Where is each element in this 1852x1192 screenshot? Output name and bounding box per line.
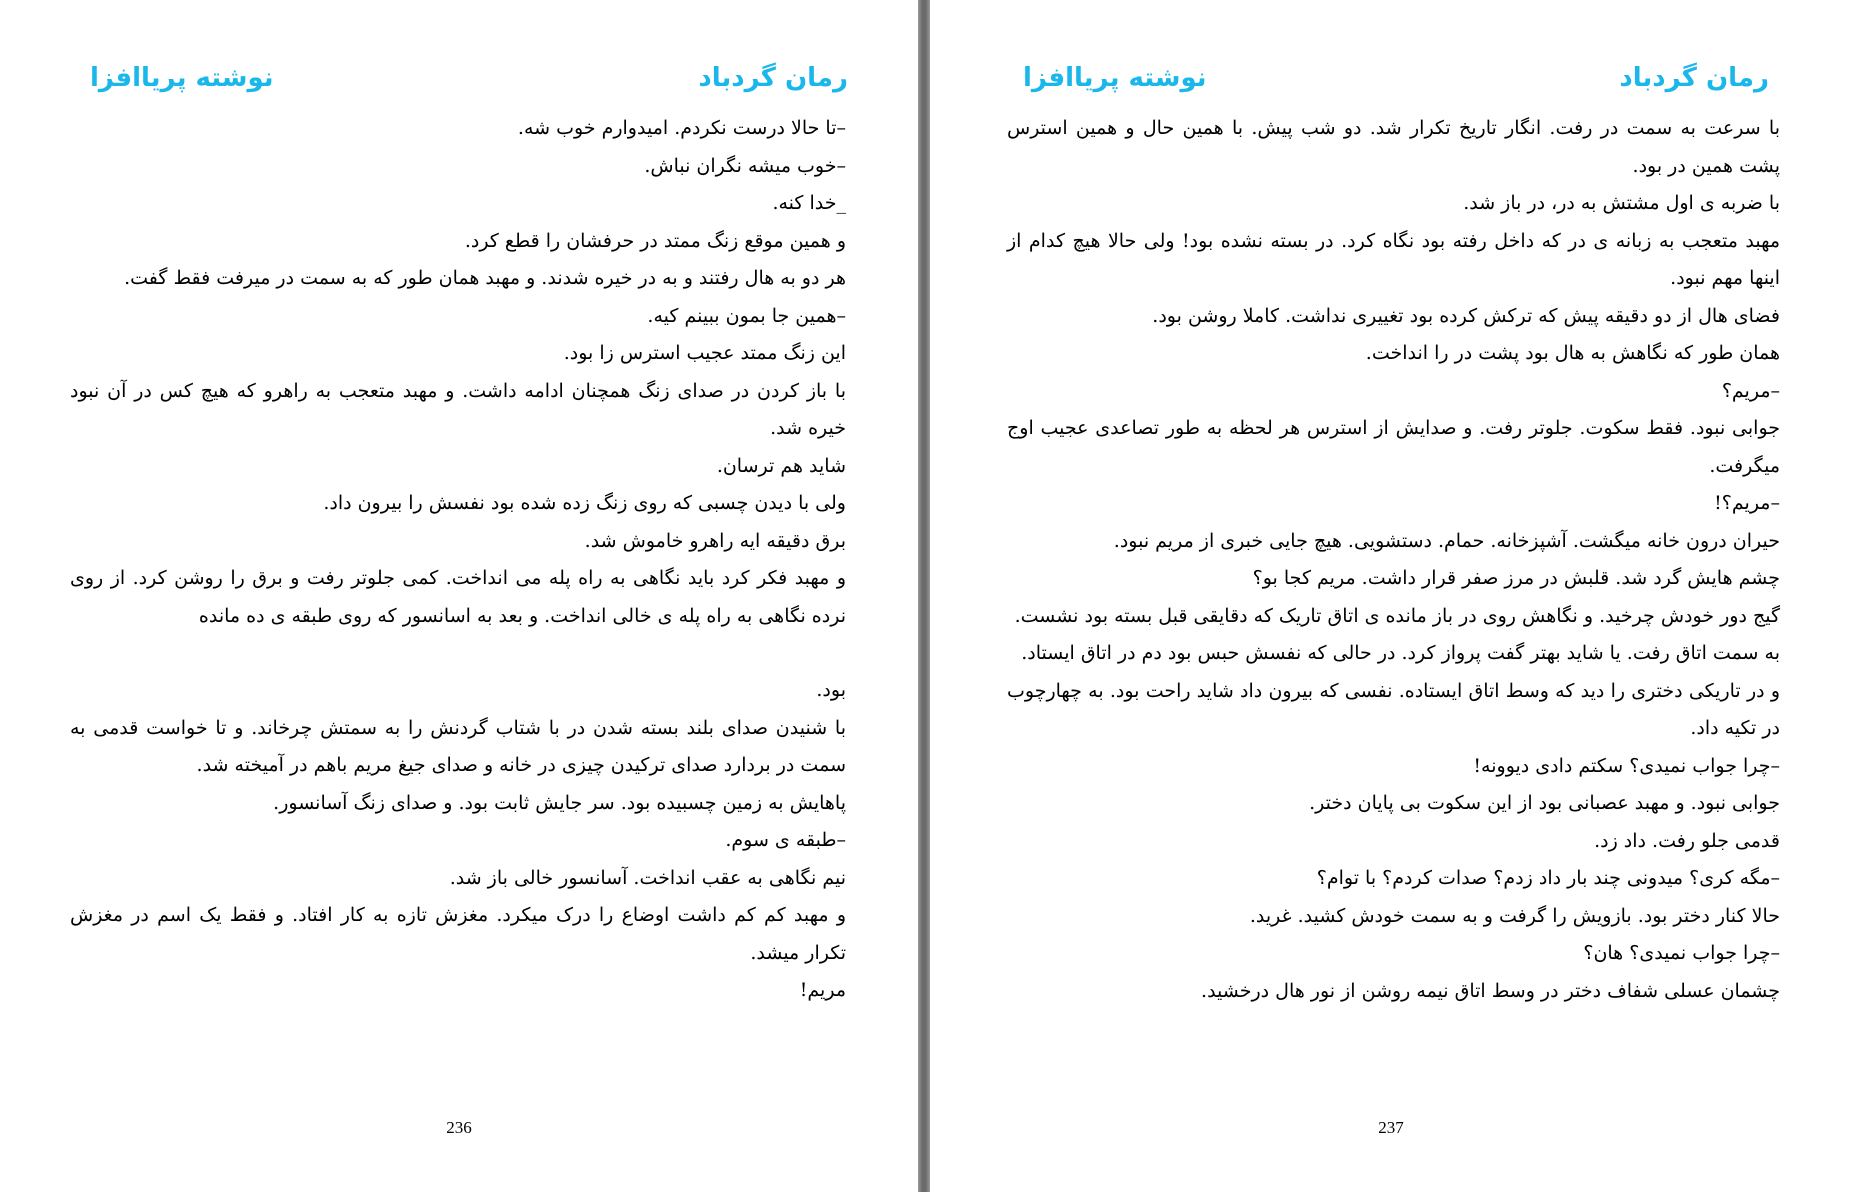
paragraph: –همین جا بمون ببینم کیه. — [647, 304, 846, 327]
paragraph: نیم نگاهی به عقب انداخت. آسانسور خالی باز شد. — [449, 866, 846, 889]
paragraph: به سمت اتاق رفت. یا شاید بهتر گفت پرواز کرد. در حالی که نفسش حبس بود دم در اتاق ایستاد. — [1021, 642, 1780, 664]
paragraph: –چرا جواب نمیدی؟ سکتم دادی دیوونه! — [1473, 754, 1780, 777]
paragraph: حیران درون خانه میگشت. آشپزخانه. حمام. دستشویی. هیچ جایی خبری از مریم نبود. — [1113, 529, 1780, 552]
paragraph: با شنیدن صدای بلند بسته شدن در با شتاب گردنش را به سمتش چرخاند. و تا خواست قدمی به سمت در بردارد صدای ترکیدن چیزی در خانه و صدای جیغ مریم باهم در آمیخته شد. — [70, 716, 846, 776]
paragraph: این زنگ ممتد عجیب استرس زا بود. — [563, 342, 846, 364]
paragraph: –مریم؟! — [1714, 492, 1780, 514]
paragraph: با ضربه ی اول مشتش به در، در باز شد. — [1463, 192, 1780, 214]
paragraph: همان طور که نگاهش به هال بود پشت در را انداخت. — [1365, 342, 1780, 364]
right-page — [930, 0, 1852, 1192]
paragraph: پاهایش به زمین چسبیده بود. سر جایش ثابت بود. و صدای زنگ آسانسور. — [273, 791, 846, 814]
page-header-title: رمان گردباد — [1619, 63, 1769, 93]
paragraph: مهبد متعجب به زبانه ی در که داخل رفته بود نگاه کرد. در بسته نشده بود! ولی حالا هیچ کدام از اینها مهم نبود. — [1007, 229, 1780, 289]
paragraph: برق دقیقه ایه راهرو خاموش شد. — [584, 529, 846, 552]
page-header-author: نوشته پریاافزا — [90, 63, 274, 93]
paragraph: با سرعت به سمت در رفت. انگار تاریخ تکرار شد. دو شب پیش. با همین حال و همین استرس پشت همین در بود. — [1007, 117, 1781, 177]
paragraph: و در تاریکی دختری را دید که وسط اتاق ایستاده. نفسی که بیرون داد شاید راحت بود. به چهارچوب در تکیه داد. — [1007, 679, 1780, 739]
paragraph: جوابی نبود. فقط سکوت. جلوتر رفت. و صدایش از استرس هر لحظه به طور تصاعدی عجیب اوج میگرفت. — [1007, 417, 1780, 477]
paragraph: قدمی جلو رفت. داد زد. — [1594, 829, 1780, 852]
paragraph: هر دو به هال رفتند و به در خیره شدند. و مهبد همان طور که به سمت در میرفت فقط گفت. — [124, 267, 846, 289]
paragraph: و همین موقع زنگ ممتد در حرفشان را قطع کرد. — [464, 229, 846, 252]
page-body-text — [70, 110, 846, 1010]
paragraph: با باز کردن در صدای زنگ همچنان ادامه داشت. و مهبد متعجب به راهرو که هیچ کس در آن نبود خیره شد. — [70, 379, 846, 439]
paragraph: –خوب میشه نگران نباش. — [644, 154, 846, 177]
paragraph: گیج دور خودش چرخید. و نگاهش روی در باز مانده ی اتاق تاریک که دقایقی قبل بسته بود نشست. — [1014, 604, 1780, 627]
page-number: 236 — [446, 1118, 472, 1137]
paragraph: –تا حالا درست نکردم. امیدوارم خوب شه. — [517, 117, 846, 139]
left-page — [0, 0, 918, 1192]
page-header-author: نوشته پریاافزا — [1023, 63, 1207, 93]
paragraph: شاید هم ترسان. — [716, 454, 846, 477]
paragraph: فضای هال از دو دقیقه پیش که ترکش کرده بود تغییری نداشت. کاملا روشن بود. — [1152, 304, 1780, 327]
paragraph: ولی با دیدن چسبی که روی زنگ زده شده بود نفسش را بیرون داد. — [323, 492, 846, 514]
paragraph: –طبقه ی سوم. — [725, 829, 846, 851]
paragraph: چشم هایش گرد شد. قلبش در مرز صفر قرار داشت. مریم کجا بو؟ — [1252, 567, 1780, 589]
page-header-title: رمان گردباد — [698, 63, 848, 93]
paragraph: –چرا جواب نمیدی؟ هان؟ — [1583, 942, 1780, 964]
paragraph: –مریم؟ — [1721, 379, 1780, 402]
book-gutter — [918, 0, 930, 1192]
paragraph: بود. — [816, 679, 846, 701]
paragraph: جوابی نبود. و مهبد عصبانی بود از این سکوت بی پایان دختر. — [1309, 792, 1780, 814]
paragraph: چشمان عسلی شفاف دختر در وسط اتاق نیمه روشن از نور هال درخشید. — [1201, 979, 1780, 1002]
paragraph: مریم! — [799, 979, 846, 1001]
paragraph-gap — [70, 635, 846, 672]
paragraph: –مگه کری؟ میدونی چند بار داد زدم؟ صدات کردم؟ با توام؟ — [1316, 867, 1780, 889]
paragraph: _خدا کنه. — [772, 192, 846, 214]
paragraph: حالا کنار دختر بود. بازویش را گرفت و به سمت خودش کشید. غرید. — [1249, 904, 1780, 927]
paragraph: و مهبد فکر کرد باید نگاهی به راه پله می انداخت. کمی جلوتر رفت و برق را روشن کرد. از روی نرده نگاهی به راه پله ی خالی انداخت. و بعد به اسانسور که روی طبقه ی ده مانده — [70, 567, 846, 627]
page-body-text — [1007, 110, 1780, 1010]
paragraph: و مهبد کم کم داشت اوضاع را درک میکرد. مغزش تازه به کار افتاد. و فقط یک اسم در مغزش تکرار میشد. — [70, 904, 846, 964]
page-number: 237 — [1378, 1118, 1404, 1137]
